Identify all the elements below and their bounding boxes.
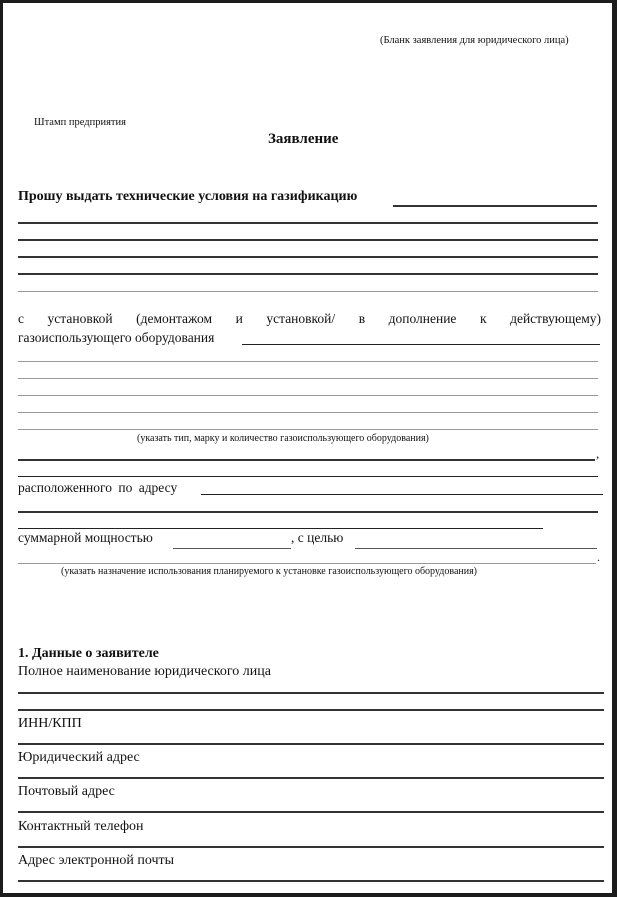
request-intro: Прошу выдать технические условия на газификацию — [18, 189, 358, 204]
inn-kpp-field[interactable] — [18, 743, 604, 745]
purpose-hint: (указать назначение использования планируемого к установке газоиспользующего оборудования) — [61, 566, 478, 577]
equipment-line-4[interactable] — [18, 412, 598, 413]
purpose-field[interactable] — [355, 548, 597, 549]
postal-address-field[interactable] — [18, 811, 604, 813]
request-line-1[interactable] — [18, 222, 598, 224]
application-form-page — [3, 3, 612, 893]
equipment-line-2[interactable] — [18, 378, 598, 379]
address-field[interactable] — [201, 494, 603, 495]
inn-kpp-label: ИНН/КПП — [18, 716, 82, 731]
power-field[interactable] — [173, 548, 291, 549]
phone-field[interactable] — [18, 846, 604, 848]
equipment-line-1[interactable] — [18, 361, 598, 362]
request-line-5[interactable] — [18, 291, 598, 292]
equipment-line-7[interactable] — [18, 476, 598, 477]
phone-label: Контактный телефон — [18, 819, 144, 834]
purpose-label: , с целью — [291, 530, 344, 545]
postal-address-label: Почтовый адрес — [18, 784, 115, 799]
stamp-label: Штамп предприятия — [34, 117, 126, 128]
gasification-object-field[interactable] — [393, 205, 597, 207]
request-line-2[interactable] — [18, 239, 598, 241]
email-label: Адрес электронной почты — [18, 853, 175, 868]
address-label: расположенного по адресу — [18, 480, 178, 495]
full-name-field[interactable] — [18, 692, 604, 694]
full-name-label: Полное наименование юридического лица — [18, 664, 271, 679]
comma-mark: , — [596, 446, 600, 461]
request-line-3[interactable] — [18, 256, 598, 258]
page-title: Заявление — [268, 131, 339, 147]
equipment-line-3[interactable] — [18, 395, 598, 396]
equipment-line-6[interactable] — [18, 459, 595, 461]
equipment-line-5[interactable] — [18, 429, 598, 430]
period-mark: . — [597, 550, 600, 564]
email-field[interactable] — [18, 880, 604, 882]
equipment-field[interactable] — [242, 344, 600, 345]
equipment-label: газоиспользующего оборудования — [18, 330, 215, 345]
address-line-2[interactable] — [18, 511, 598, 513]
legal-address-field[interactable] — [18, 777, 604, 779]
full-name-line-2[interactable] — [18, 709, 604, 711]
equipment-hint: (указать тип, марку и количество газоиспользующего оборудования) — [137, 433, 429, 444]
installation-text: с установкой (демонтажом и установкой/ в дополнение к действующему) — [18, 311, 601, 326]
request-line-4[interactable] — [18, 273, 598, 275]
purpose-line-2[interactable] — [18, 563, 596, 564]
form-type-note: (Бланк заявления для юридического лица) — [380, 35, 569, 46]
power-label: суммарной мощностью — [18, 530, 153, 545]
address-line-3[interactable] — [18, 528, 543, 529]
applicant-section-title: 1. Данные о заявителе — [18, 646, 159, 661]
legal-address-label: Юридический адрес — [18, 750, 140, 765]
